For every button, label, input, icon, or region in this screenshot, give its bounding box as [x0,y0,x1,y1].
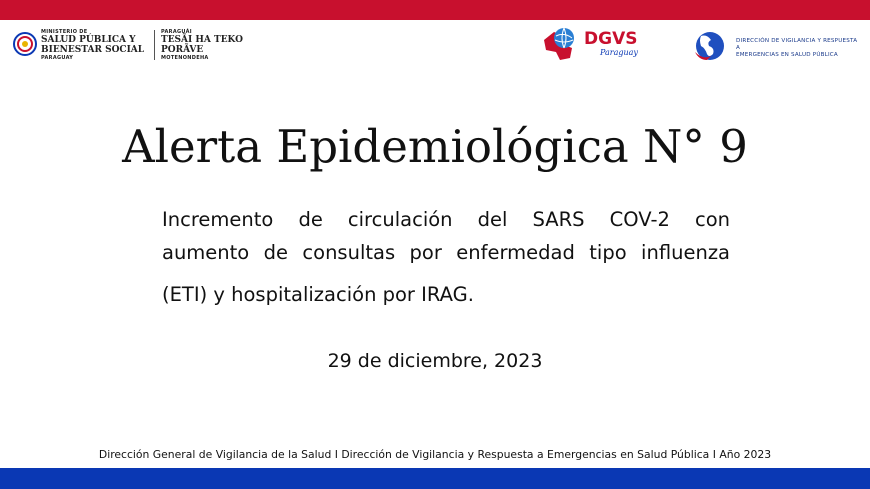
dgvs-name: DGVS [584,29,638,49]
guarani-line4: MOTENONDEHA [161,55,209,61]
dvre-logo [693,30,863,64]
guarani-line1: PARAGUÁI [161,29,192,35]
paraguay-map-globe-icon [540,26,580,62]
guarani-line2: TESÃI HA TEKO [161,35,243,45]
ministry-line4: PARAGUAY [41,55,74,61]
ministry-line1: MINISTERIO DE [41,29,88,35]
dgvs-sub: Paraguay [600,48,638,57]
logo-divider [154,30,155,60]
ministry-line3: BIENESTAR SOCIAL [41,45,145,55]
dgvs-logo [538,24,650,64]
alert-title: Alerta Epidemiológica N° 9 [122,120,748,173]
ministry-logo [13,27,253,65]
bottom-blue-bar [0,468,870,489]
alert-date: 29 de diciembre, 2023 [327,350,543,372]
guarani-line3: PORÃVE [161,45,204,55]
dvre-line1: DIRECCIÓN DE VIGILANCIA Y RESPUESTA A [736,38,858,51]
subtitle-line1: Incremento de circulación del SARS COV-2 con [162,208,730,231]
alert-subtitle [162,203,730,311]
paraguay-emblem-icon [13,32,37,56]
ministry-line2: SALUD PÚBLICA Y [41,35,136,45]
dvre-line2: EMERGENCIAS EN SALUD PÚBLICA [736,52,838,58]
subtitle-line3: (ETI) y hospitalización por IRAG. [162,283,474,306]
footer-text: Dirección General de Vigilancia de la Salud I Dirección de Vigilancia y Respuesta a Emergencias en Salud Pública I Año 2023 [98,448,772,461]
subtitle-line2: aumento de consultas por enfermedad tipo influenza [162,241,730,264]
top-red-bar [0,0,870,20]
americas-map-icon [693,30,727,62]
